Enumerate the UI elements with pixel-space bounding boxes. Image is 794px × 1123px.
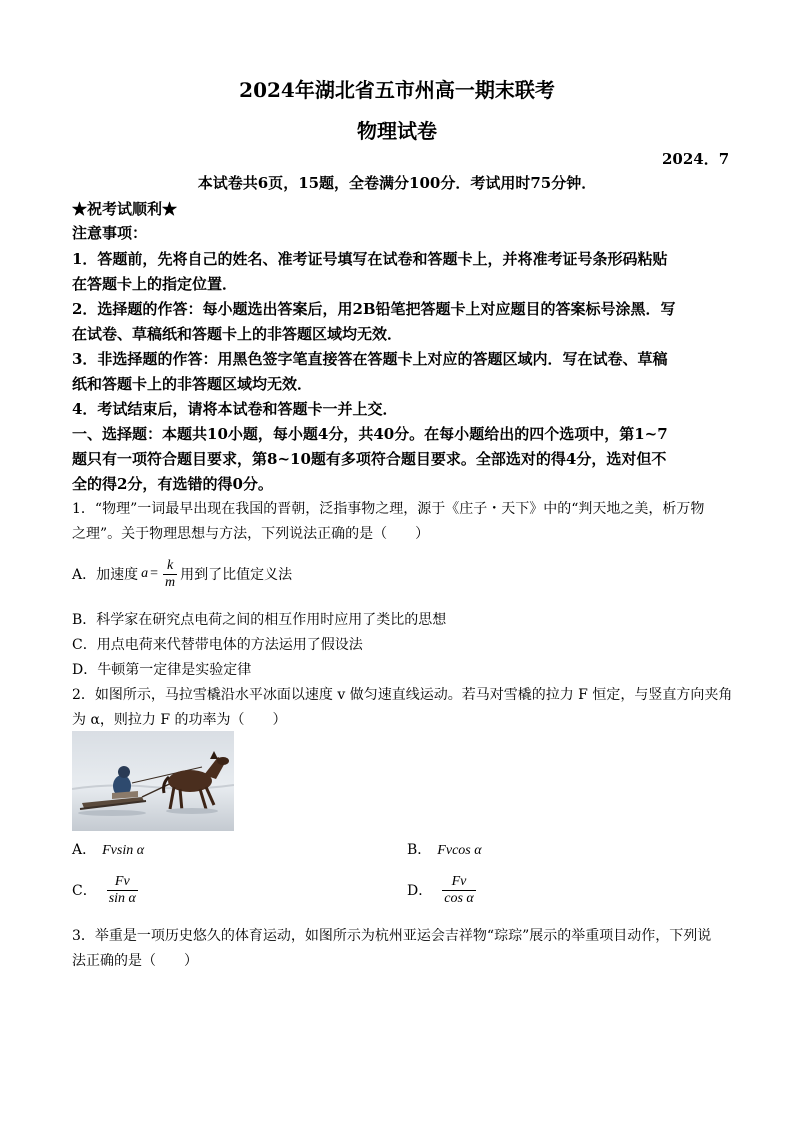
power-expression: Fvcos α: [437, 843, 482, 858]
power-expression: Fvsin α: [102, 843, 145, 858]
question-1-option-d: D．牛顿第一定律是实验定律: [72, 662, 252, 678]
fraction-numerator: k: [163, 558, 177, 575]
option-label: C．: [72, 883, 97, 899]
accel-variable: a: [141, 566, 149, 581]
note-line: 纸和答题卡上的非答题区域均无效．: [72, 375, 313, 393]
exam-subtitle: 物理试卷: [357, 119, 437, 143]
note-line: 1．答题前，先将自己的姓名、准考证号填写在试卷和答题卡上，并将准考证号条形码粘贴: [72, 250, 668, 268]
option-label: A．: [72, 842, 97, 858]
horse-sled-photo: [72, 731, 234, 831]
question-3-stem: 法正确的是（ ）: [72, 953, 198, 969]
question-2-option-b: [407, 839, 482, 859]
exam-date: 2024．7: [662, 150, 730, 168]
section-heading-line: 全的得2分，有选错的得0分。: [72, 475, 273, 493]
question-1-option-c: C．用点电荷来代替带电体的方法运用了假设法: [72, 637, 363, 653]
fraction-denominator: sin α: [108, 890, 136, 906]
exam-title: 2024年湖北省五市州高一期末联考: [239, 78, 555, 102]
option-a-prefix: A．加速度: [72, 567, 139, 583]
k-over-m-fraction: [163, 558, 177, 591]
question-1-option-a: [72, 556, 292, 592]
question-2-option-a: [72, 839, 144, 859]
note-line: 2．选择题的作答：每小题选出答案后，用2B铅笔把答题卡上对应题目的答案标号涂黑．写: [72, 300, 676, 318]
note-line: 在试卷、草稿纸和答题卡上的非答题区域均无效．: [72, 325, 403, 343]
fv-over-sin-fraction: [107, 874, 138, 907]
question-1-option-b: B．科学家在研究点电荷之间的相互作用时应用了类比的思想: [72, 612, 447, 628]
question-2-option-d: [407, 871, 479, 909]
question-2-option-c: [72, 871, 141, 909]
question-2-stem: 2．如图所示，马拉雪橇沿水平冰面以速度 v 做匀速直线运动。若马对雪橇的拉力 F 恒定，与竖直方向夹角: [72, 687, 733, 703]
note-line: 4．考试结束后，请将本试卷和答题卡一并上交．: [72, 400, 398, 418]
equals-sign: =: [150, 566, 159, 581]
fraction-numerator: Fv: [442, 874, 476, 891]
fraction-numerator: Fv: [107, 874, 138, 891]
good-luck-banner: ★祝考试顺利★: [72, 200, 178, 218]
section-heading-line: 题只有一项符合题目要求，第8~10题有多项符合题目要求。全部选对的得4分，选对但不: [72, 450, 667, 468]
question-1-stem: 之理”。关于物理思想与方法，下列说法正确的是（ ）: [72, 526, 430, 542]
question-3-stem: 3．举重是一项历史悠久的体育运动，如图所示为杭州亚运会吉祥物“琮琮”展示的举重项目动作，下列说: [72, 928, 712, 944]
question-2-stem: 为 α，则拉力 F 的功率为（ ）: [72, 712, 287, 728]
fraction-denominator: cos α: [444, 890, 474, 906]
option-a-suffix: 用到了比值定义法: [180, 567, 293, 583]
fv-over-cos-fraction: [442, 874, 476, 907]
notes-heading: 注意事项：: [72, 224, 148, 242]
note-line: 在答题卡上的指定位置．: [72, 275, 238, 293]
section-heading-line: 一、选择题：本题共10小题，每小题4分，共40分。在每小题给出的四个选项中，第1~7: [72, 425, 668, 443]
question-1-stem: 1．“物理”一词最早出现在我国的晋朝，泛指事物之理，源于《庄子・天下》中的“判天地之美，析万物: [72, 501, 705, 517]
fraction-denominator: m: [165, 574, 176, 590]
option-label: D．: [407, 883, 433, 899]
note-line: 3．非选择题的作答：用黑色签字笔直接答在答题卡上对应的答题区域内．写在试卷、草稿: [72, 350, 668, 368]
option-label: B．: [407, 842, 432, 858]
exam-intro: 本试卷共6页，15题，全卷满分100分．考试用时75分钟．: [197, 174, 597, 192]
